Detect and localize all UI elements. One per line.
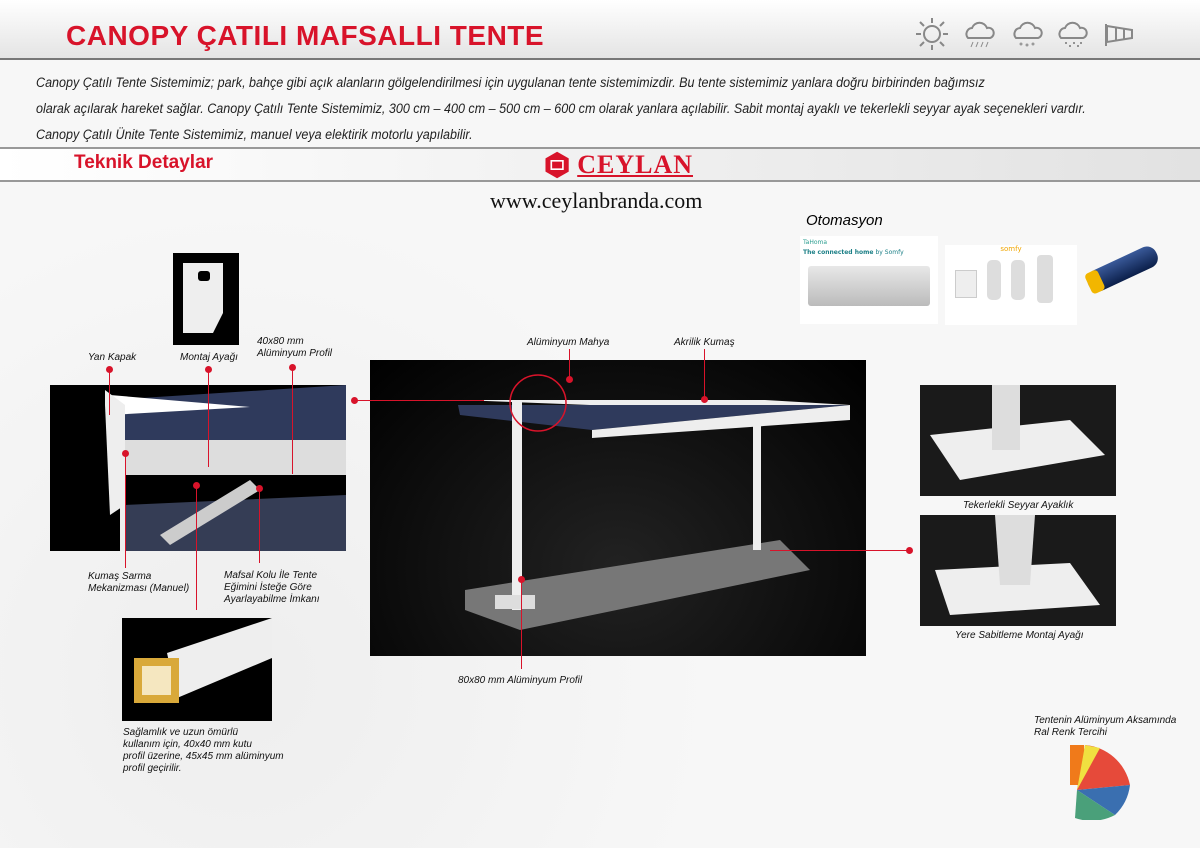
label-aluminyum-mahya: Alüminyum Mahya — [527, 337, 610, 348]
snow-cloud-icon — [1010, 16, 1046, 52]
tahoma-tagline: The connected home — [803, 249, 874, 256]
canopy-main-image — [370, 360, 866, 656]
somfy-label: somfy — [1000, 245, 1022, 253]
page-title: CANOPY ÇATILI MAFSALLI TENTE — [66, 20, 545, 51]
hail-cloud-icon — [1055, 16, 1091, 52]
automation-title: Otomasyon — [806, 212, 883, 229]
label-profil-80x80: 80x80 mm Alüminyum Profil — [458, 675, 583, 686]
label-akrilik-kumas: Akrilik Kumaş — [674, 337, 735, 348]
description-line: olarak açılarak hareket sağlar. Canopy Çatılı Tente Sistemimiz, 300 cm – 400 cm – 500 cm – 600 cm olarak yanlara açılabilir. Sabit montaj ayaklı ve tekerlekli seyyar ayak seçenekleri vardır. — [36, 101, 1086, 116]
label-profil-note: Sağlamlık ve uzun ömürlü kullanım için, 40x40 mm kutu profil üzerine, 45x45 mm alüminyum profil geçirilir. — [123, 727, 284, 774]
tahoma-by: by Somfy — [875, 249, 904, 256]
tahoma-image — [800, 236, 938, 324]
description-line: Canopy Çatılı Ünite Tente Sistemimiz, manuel veya elektirik motorlu yapılabilir. — [36, 127, 473, 142]
somfy-remotes-image — [945, 245, 1077, 325]
fixed-base-image — [920, 515, 1116, 626]
profile-section-image — [122, 618, 272, 721]
label-kumas-sarma: Kumaş Sarma Mekanizması (Manuel) — [88, 571, 190, 594]
tahoma-label: TaHoma — [803, 239, 828, 246]
description-line: Canopy Çatılı Tente Sistemimiz; park, bahçe gibi açık alanların gölgelendirilmesi için uygulanan tente sistemimizdir. Bu tente sistemimiz yanlara doğru birbirinden bağımsız — [36, 75, 985, 90]
ral-color-fan-icon — [1065, 740, 1140, 820]
brand-logo — [543, 148, 693, 182]
label-yere-sabitleme: Yere Sabitleme Montaj Ayağı — [955, 630, 1084, 641]
label-yan-kapak: Yan Kapak — [88, 352, 137, 363]
wheeled-base-image — [920, 385, 1116, 496]
windsock-icon — [1102, 16, 1138, 52]
mount-bracket-image — [173, 253, 239, 345]
label-montaj-ayagi: Montaj Ayağı — [180, 352, 238, 363]
label-tekerlekli: Tekerlekli Seyyar Ayaklık — [963, 500, 1074, 511]
brand-name: CEYLAN — [577, 150, 693, 179]
sun-icon — [914, 16, 950, 52]
section-title: Teknik Detaylar — [74, 152, 214, 173]
rain-cloud-icon — [962, 16, 998, 52]
label-mafsal-kolu: Mafsal Kolu İle Tente Eğimini İsteğe Göre Ayarlayabilme İmkanı — [224, 570, 320, 605]
label-ral: Tentenin Alüminyum Aksamında Ral Renk Tercihi — [1034, 715, 1177, 738]
website-url[interactable]: www.ceylanbranda.com — [490, 188, 703, 213]
joint-detail-image — [50, 385, 346, 551]
ceylan-logo-icon — [543, 148, 571, 182]
label-profil-40x80: 40x80 mm Alüminyum Profil — [257, 336, 333, 359]
description — [36, 70, 1115, 148]
